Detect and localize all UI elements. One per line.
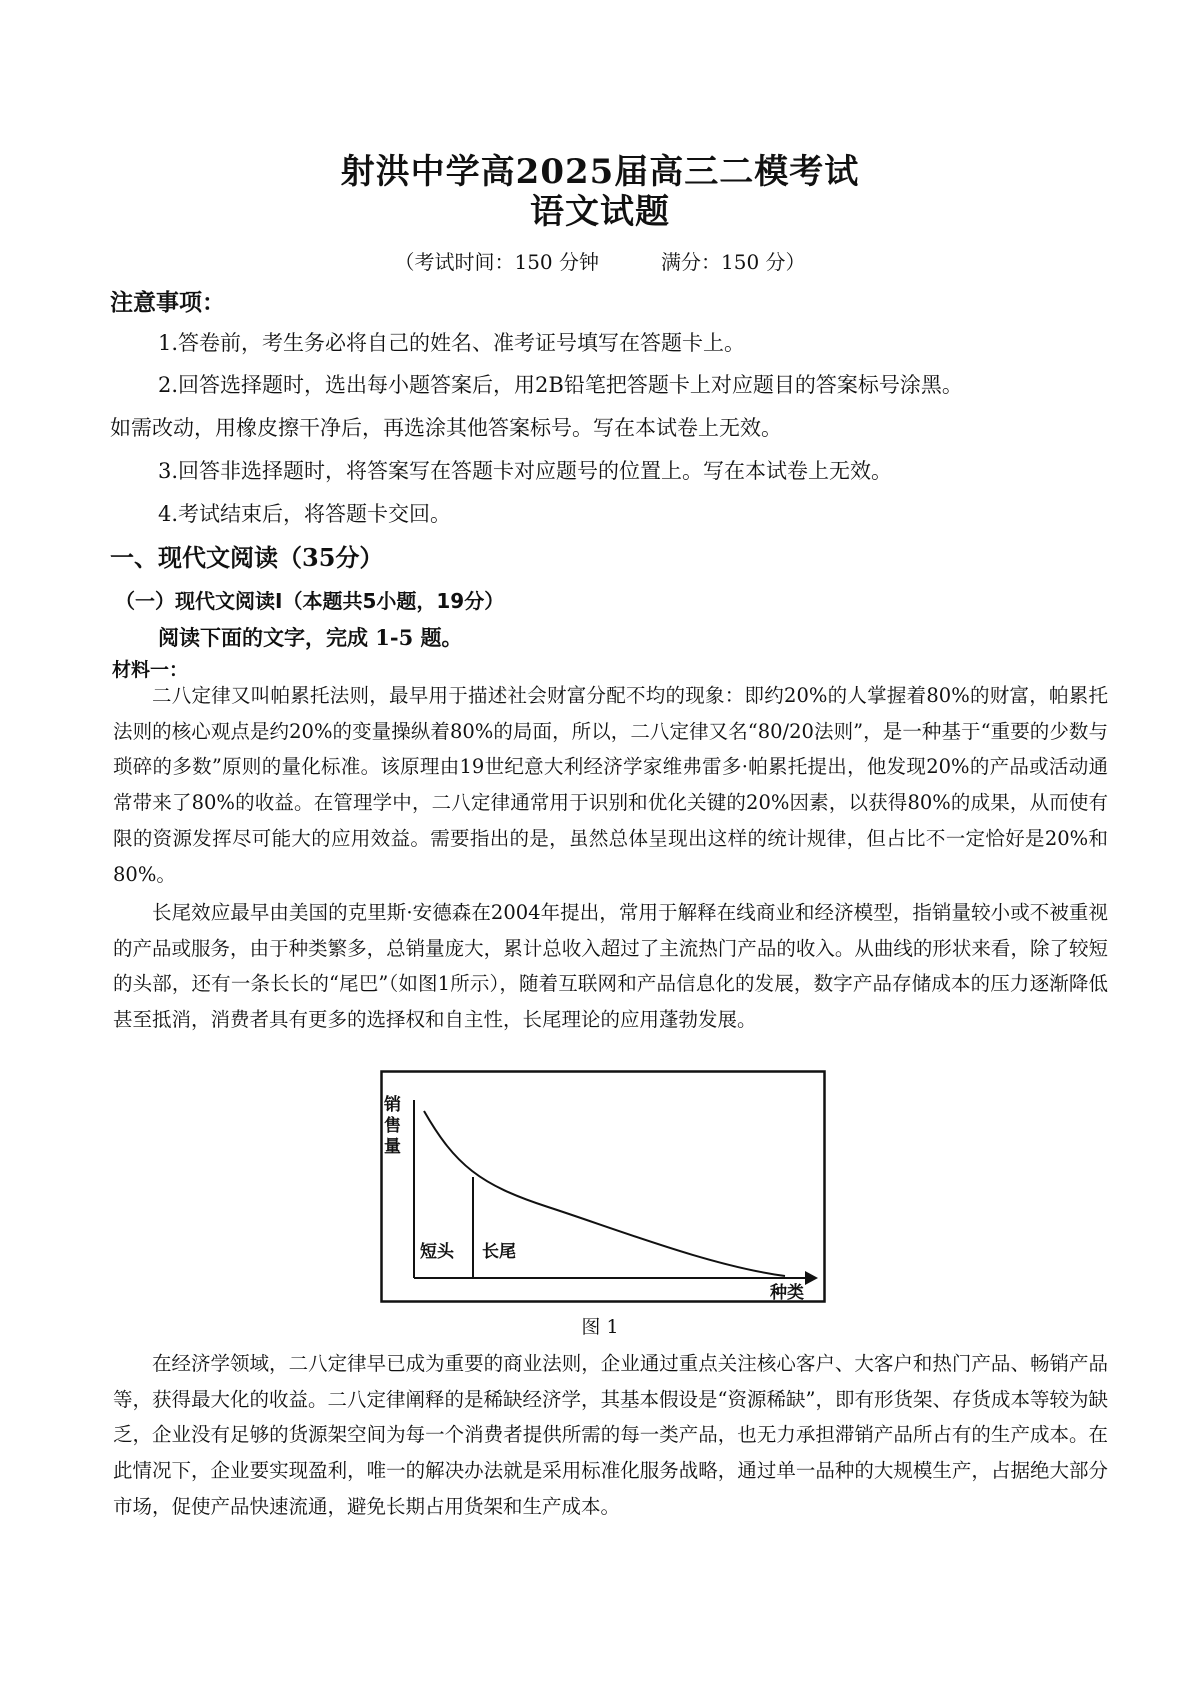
title-line-1: 射洪中学高2025届高三二模考试 xyxy=(340,152,860,192)
notice-item: 2.回答选择题时，选出每小题答案后，用2B铅笔把答题卡上对应题目的答案标号涂黑。 xyxy=(158,373,963,397)
exam-info xyxy=(0,246,1200,275)
x-axis-arrow xyxy=(805,1271,818,1285)
y-label-char: 销 xyxy=(384,1095,401,1115)
notice-item: 如需改动，用橡皮擦干净后，再选涂其他答案标号。写在本试卷上无效。 xyxy=(110,416,782,440)
y-label-char: 量 xyxy=(384,1137,401,1157)
paragraph-3: 在经济学领域，二八定律早已成为重要的商业法则，企业通过重点关注核心客户、大客户和热门产品、畅销产品等，获得最大化的收益。二八定律阐释的是稀缺经济学，其基本假设是“资源稀缺”，即有形货架、存货成本等较为缺乏，企业没有足够的货源架空间为每一个消费者提供所需的每一类产品，也无力承担滞销产品所占有的生产成本。在此情况下，企业要实现盈利，唯一的解决办法就是采用标准化服务战略，通过单一品种的大规模生产，占据绝大部分市场，促使产品快速流通，避免长期占用货架和生产成本。 xyxy=(113,1352,1108,1518)
instruction: 阅读下面的文字，完成 1-5 题。 xyxy=(158,625,463,650)
material-label: 材料一： xyxy=(112,659,189,681)
title-line-2: 语文试题 xyxy=(530,192,670,232)
notice-item: 4.考试结束后，将答题卡交回。 xyxy=(158,502,452,526)
long-tail-curve xyxy=(424,1111,785,1276)
head-label: 短头 xyxy=(420,1242,454,1262)
paragraph-2: 长尾效应最早由美国的克里斯·安德森在2004年提出，常用于解释在线商业和经济模型，指销量较小或不被重视的产品或服务，由于种类繁多，总销量庞大，累计总收入超过了主流热门产品的收入。从曲线的形状来看，除了较短的头部，还有一条长长的“尾巴”（如图1所示），随着互联网和产品信息化的发展，数字产品存储成本的压力逐渐降低甚至抵消，消费者具有更多的选择权和自主性，长尾理论的应用蓬勃发展。 xyxy=(113,901,1108,1032)
exam-time: （考试时间：150 分钟 xyxy=(394,250,599,274)
full-score: 满分：150 分） xyxy=(661,250,806,274)
figure-frame xyxy=(382,1072,825,1302)
notice-item: 1.答卷前，考生务必将自己的姓名、准考证号填写在答题卡上。 xyxy=(158,331,746,355)
y-label-char: 售 xyxy=(384,1116,401,1136)
tail-label: 长尾 xyxy=(482,1242,516,1262)
notice-heading: 注意事项： xyxy=(110,289,225,316)
long-tail-figure xyxy=(380,1070,830,1304)
figure-caption: 图 1 xyxy=(581,1316,619,1338)
x-label: 种类 xyxy=(770,1283,804,1303)
paragraph-1: 二八定律又叫帕累托法则，最早用于描述社会财富分配不均的现象：即约20%的人掌握着80%的财富，帕累托法则的核心观点是约20%的变量操纵着80%的局面，所以，二八定律又名“80/20法则”，是一种基于“重要的少数与琐碎的多数”原则的量化标准。该原理由19世纪意大利经济学家维弗雷多·帕累托提出，他发现20%的产品或活动通常带来了80%的收益。在管理学中，二八定律通常用于识别和优化关键的20%因素，以获得80%的成果，从而使有限的资源发挥尽可能大的应用效益。需要指出的是，虽然总体呈现出这样的统计规律，但占比不一定恰好是20%和80%。 xyxy=(113,684,1108,886)
section-heading: 一、现代文阅读（35分） xyxy=(110,543,384,572)
notice-item: 3.回答非选择题时，将答案写在答题卡对应题号的位置上。写在本试卷上无效。 xyxy=(158,459,893,483)
section-subheading: （一）现代文阅读Ⅰ（本题共5小题，19分） xyxy=(115,589,505,613)
